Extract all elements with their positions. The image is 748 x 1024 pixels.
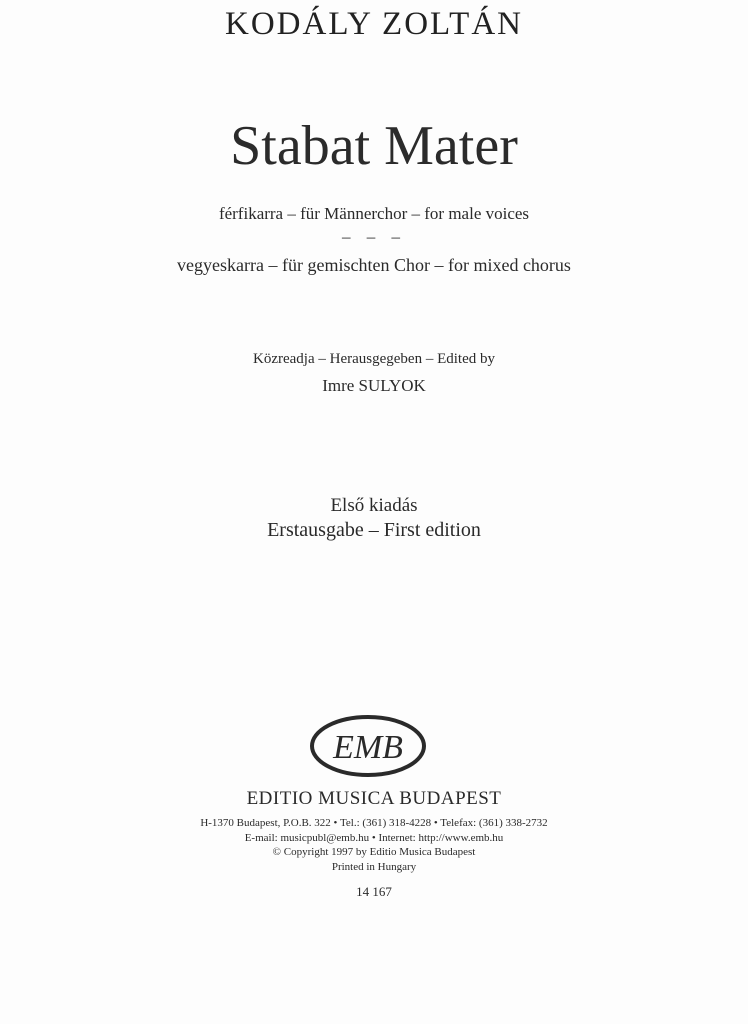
publisher-address: H-1370 Budapest, P.O.B. 322 • Tel.: (361) 318-4228 • Telefax: (361) 338-2732: [200, 817, 548, 829]
subtitle-mixed-chorus: vegyeskarra – für gemischten Chor – for mixed chorus: [177, 255, 571, 275]
emb-logo-text: EMB: [333, 729, 403, 766]
edition-hungarian: Első kiadás: [330, 495, 418, 516]
subtitle-separator: – – –: [342, 227, 406, 246]
printed-in: Printed in Hungary: [331, 861, 417, 873]
catalog-number: 14 167: [356, 884, 392, 899]
composer-name: KODÁLY ZOLTÁN: [225, 6, 523, 42]
emb-logo: [309, 714, 427, 778]
publisher-contact: E-mail: musicpubl@emb.hu • Internet: http://www.emb.hu: [244, 832, 504, 844]
edition-translations: Erstausgabe – First edition: [267, 519, 481, 541]
copyright-notice: © Copyright 1997 by Editio Musica Budapest: [272, 846, 476, 858]
work-title: Stabat Mater: [230, 115, 518, 177]
editor-name: Imre SULYOK: [322, 376, 426, 395]
subtitle-male-voices: férfikarra – für Männerchor – for male voices: [218, 204, 530, 223]
editor-label: Közreadja – Herausgegeben – Edited by: [253, 351, 495, 367]
publisher-name: EDITIO MUSICA BUDAPEST: [246, 788, 502, 809]
